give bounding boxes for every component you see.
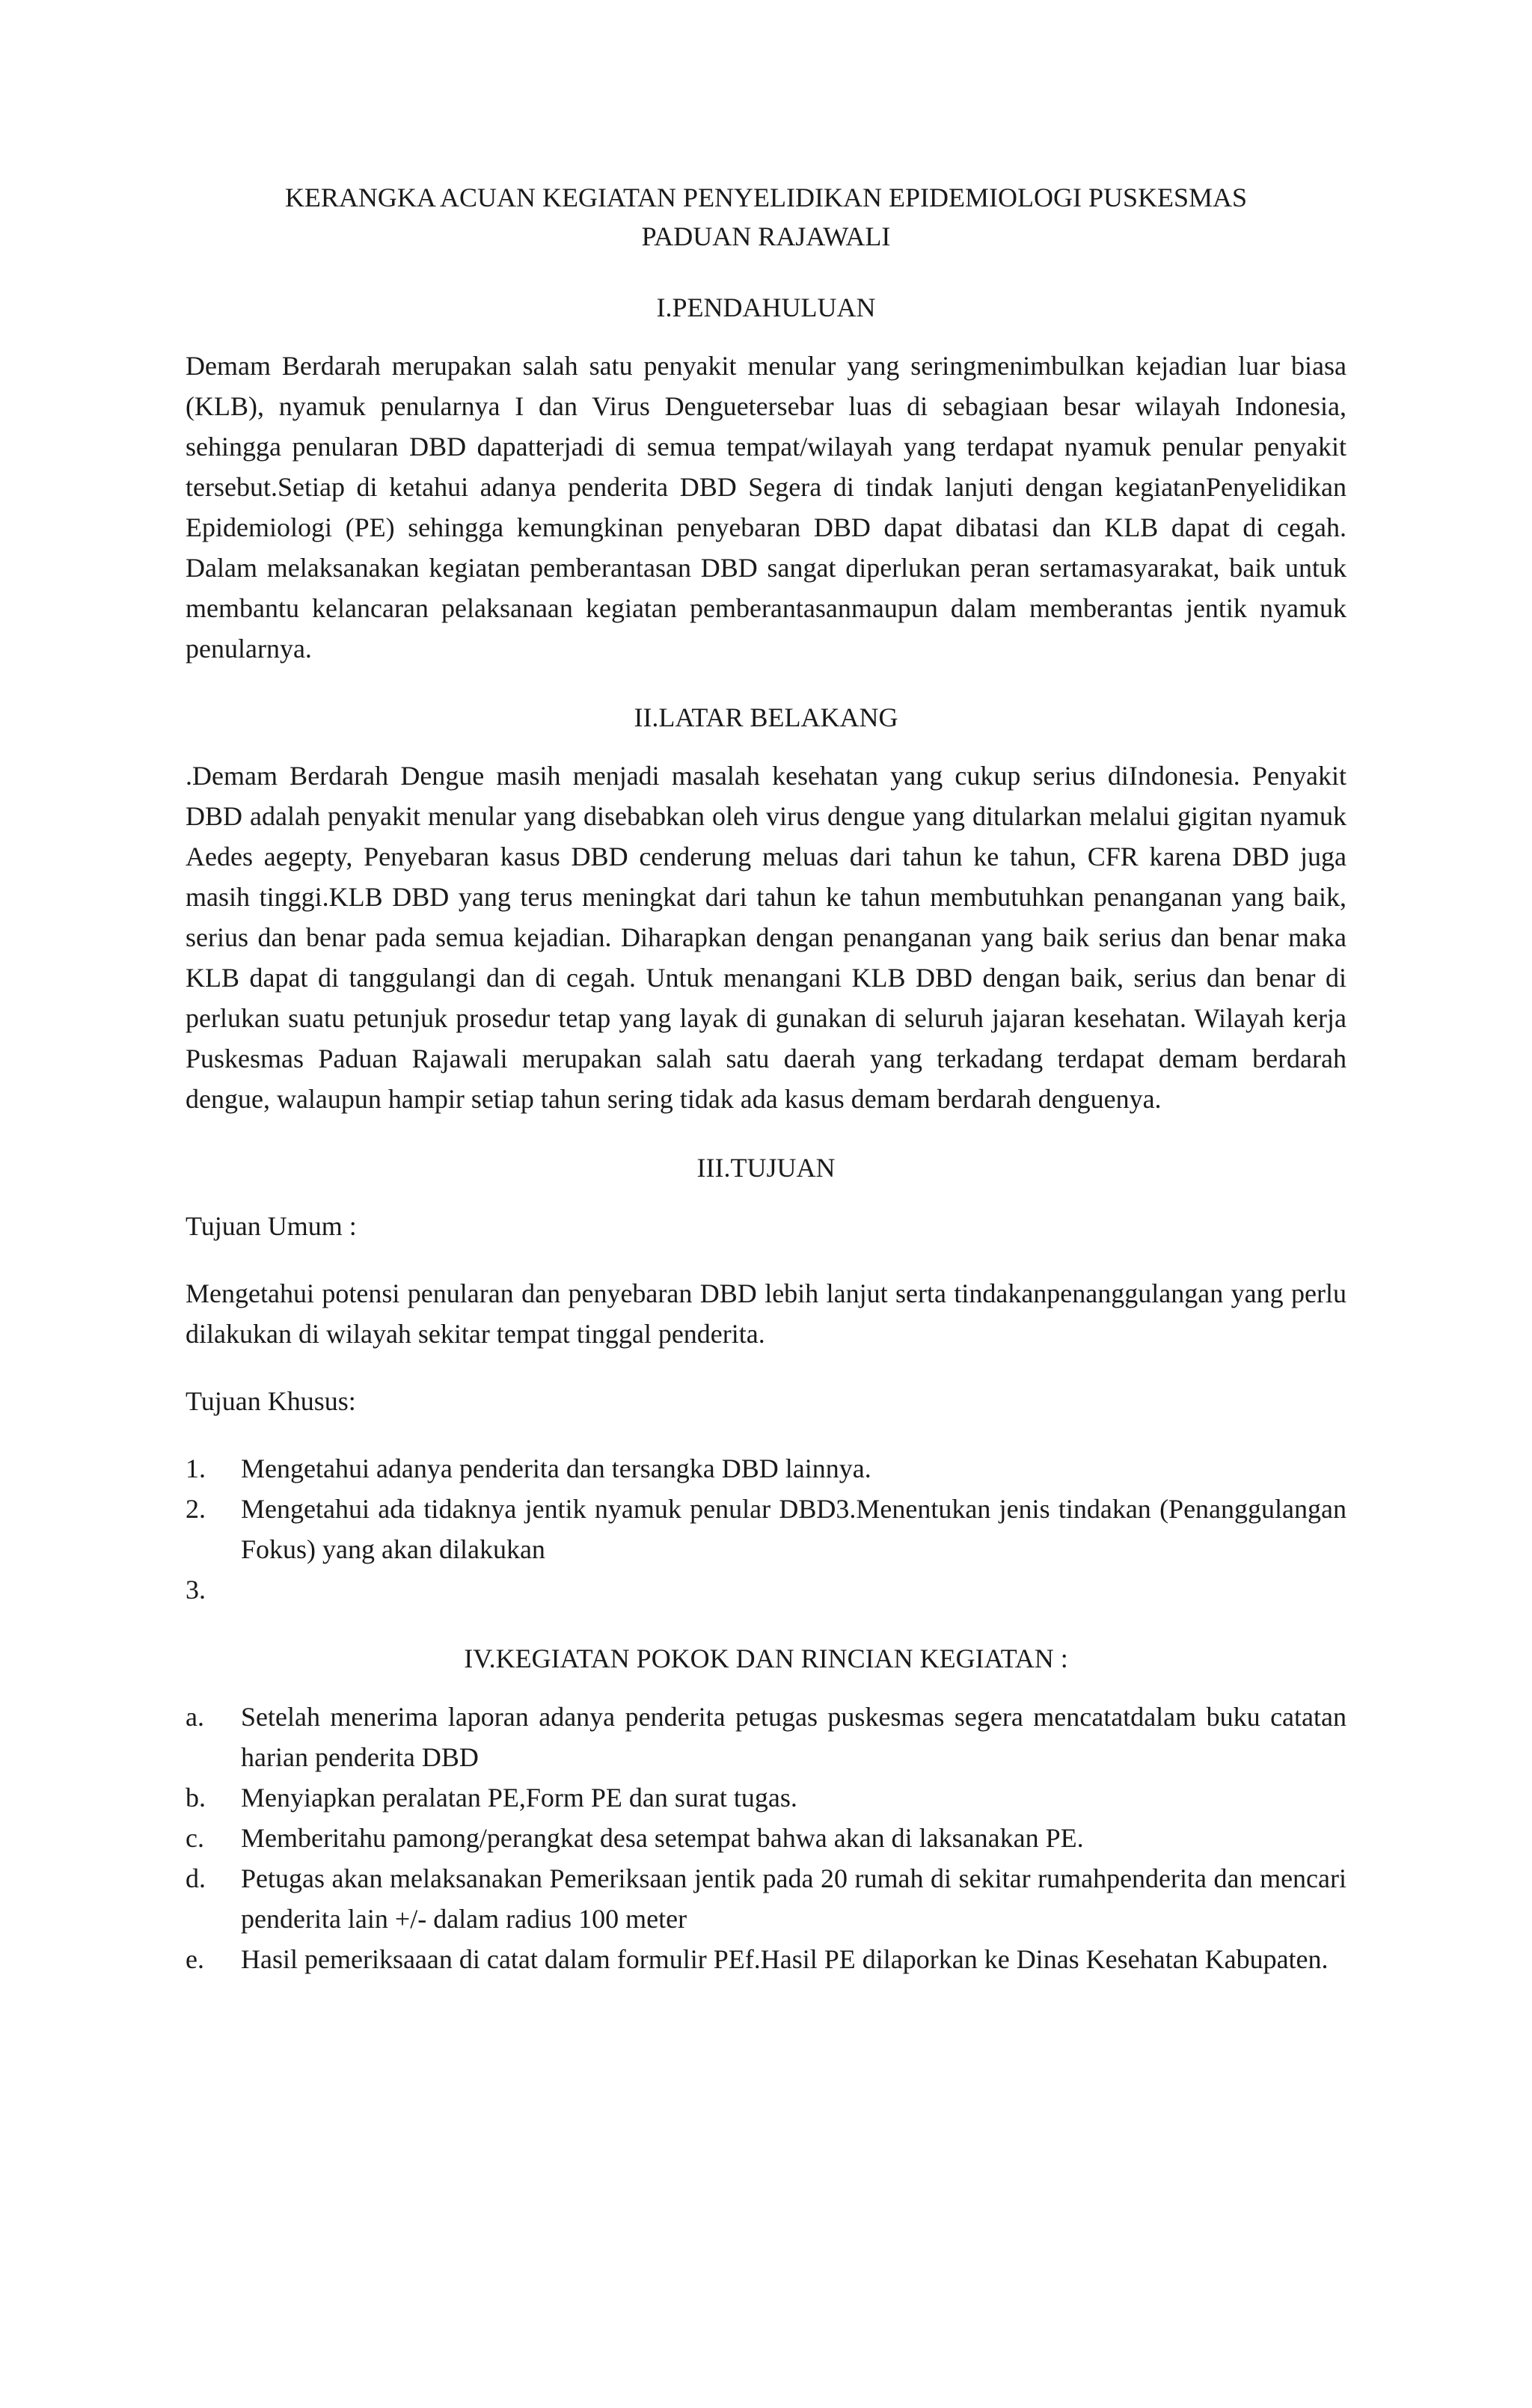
list-item	[186, 1697, 1346, 1777]
heading-tujuan: III.TUJUAN	[696, 1153, 836, 1183]
tujuan-khusus-list	[186, 1448, 1346, 1610]
list-item	[186, 1569, 1346, 1610]
tujuan-khusus-label: Tujuan Khusus:	[186, 1386, 356, 1416]
spacer	[186, 1421, 1346, 1448]
title-line-1: KERANGKA ACUAN KEGIATAN PENYELIDIKAN EPIDEMIOLOGI PUSKESMAS	[284, 183, 1248, 212]
list-marker: 1.	[186, 1453, 206, 1483]
list-item-text: Mengetahui adanya penderita dan tersangka DBD lainnya.	[241, 1453, 871, 1483]
document-page	[186, 178, 1346, 1979]
list-item-text	[241, 1569, 1346, 1610]
list-marker: d.	[186, 1863, 206, 1893]
list-marker: 2.	[186, 1494, 206, 1524]
list-marker: 3.	[186, 1575, 206, 1605]
list-item-text: Menyiapkan peralatan PE,Form PE dan surat tugas.	[241, 1783, 797, 1813]
list-item	[186, 1939, 1346, 1979]
kegiatan-list	[186, 1697, 1346, 1979]
list-marker: b.	[186, 1783, 206, 1813]
list-item-text: Setelah menerima laporan adanya penderita petugas puskesmas segera mencatatdalam buku catatan harian penderita DBD	[241, 1702, 1346, 1772]
tujuan-umum-label: Tujuan Umum :	[186, 1211, 357, 1241]
list-marker: c.	[186, 1823, 204, 1853]
tujuan-umum-text: Mengetahui potensi penularan dan penyebaran DBD lebih lanjut serta tindakanpenanggulangan yang perlu dilakukan di wilayah sekitar tempat tinggal penderita.	[186, 1278, 1346, 1349]
document-title	[186, 178, 1346, 256]
title-line-2: PADUAN RAJAWALI	[641, 221, 891, 251]
heading-latar-belakang: II.LATAR BELAKANG	[634, 702, 898, 732]
spacer	[186, 1354, 1346, 1381]
list-item	[186, 1858, 1346, 1939]
list-item	[186, 1489, 1346, 1569]
list-item-text: Mengetahui ada tidaknya jentik nyamuk penular DBD3.Menentukan jenis tindakan (Penanggulangan Fokus) yang akan dilakukan	[241, 1494, 1346, 1564]
list-item	[186, 1777, 1346, 1818]
list-item	[186, 1818, 1346, 1858]
paragraph-latar-belakang: .Demam Berdarah Dengue masih menjadi masalah kesehatan yang cukup serius diIndonesia. Penyakit DBD adalah penyakit menular yang disebabkan oleh virus dengue yang ditularkan melalui gigitan nyamuk Aedes aegepty, Penyebaran kasus DBD cenderung meluas dari tahun ke tahun, CFR karena DBD juga masih tinggi.KLB DBD yang terus meningkat dari tahun ke tahun membutuhkan penanganan yang baik, serius dan benar pada semua kejadian. Diharapkan dengan penanganan yang baik serius dan benar maka KLB dapat di tanggulangi dan di cegah. Untuk menangani KLB DBD dengan baik, serius dan benar di perlukan suatu petunjuk prosedur tetap yang layak di gunakan di seluruh jajaran kesehatan. Wilayah kerja Puskesmas Paduan Rajawali merupakan salah satu daerah yang terkadang terdapat demam berdarah dengue, walaupun hampir setiap tahun sering tidak ada kasus demam berdarah denguenya.	[186, 761, 1346, 1114]
paragraph-pendahuluan: Demam Berdarah merupakan salah satu penyakit menular yang seringmenimbulkan kejadian luar biasa (KLB), nyamuk penularnya I dan Virus Denguetersebar luas di sebagiaan besar wilayah Indonesia, sehingga penularan DBD dapatterjadi di semua tempat/wilayah yang terdapat nyamuk penular penyakit tersebut.Setiap di ketahui adanya penderita DBD Segera di tindak lanjuti dengan kegiatanPenyelidikan Epidemiologi (PE) sehingga kemungkinan penyebaran DBD dapat dibatasi dan KLB dapat di cegah. Dalam melaksanakan kegiatan pemberantasan DBD sangat diperlukan peran sertamasyarakat, baik untuk membantu kelancaran pelaksanaan kegiatan pemberantasanmaupun dalam memberantas jentik nyamuk penularnya.	[186, 351, 1346, 664]
list-item	[186, 1448, 1346, 1489]
heading-kegiatan: IV.KEGIATAN POKOK DAN RINCIAN KEGIATAN :	[464, 1643, 1068, 1673]
list-item-text: Petugas akan melaksanakan Pemeriksaan jentik pada 20 rumah di sekitar rumahpenderita dan mencari penderita lain +/- dalam radius 100 meter	[241, 1863, 1346, 1934]
list-item-text: Memberitahu pamong/perangkat desa setempat bahwa akan di laksanakan PE.	[241, 1823, 1084, 1853]
spacer	[186, 1246, 1346, 1273]
list-marker: a.	[186, 1702, 204, 1732]
list-item-text: Hasil pemeriksaaan di catat dalam formulir PEf.Hasil PE dilaporkan ke Dinas Kesehatan Kabupaten.	[241, 1944, 1329, 1974]
heading-pendahuluan: I.PENDAHULUAN	[656, 292, 876, 322]
list-marker: e.	[186, 1944, 204, 1974]
